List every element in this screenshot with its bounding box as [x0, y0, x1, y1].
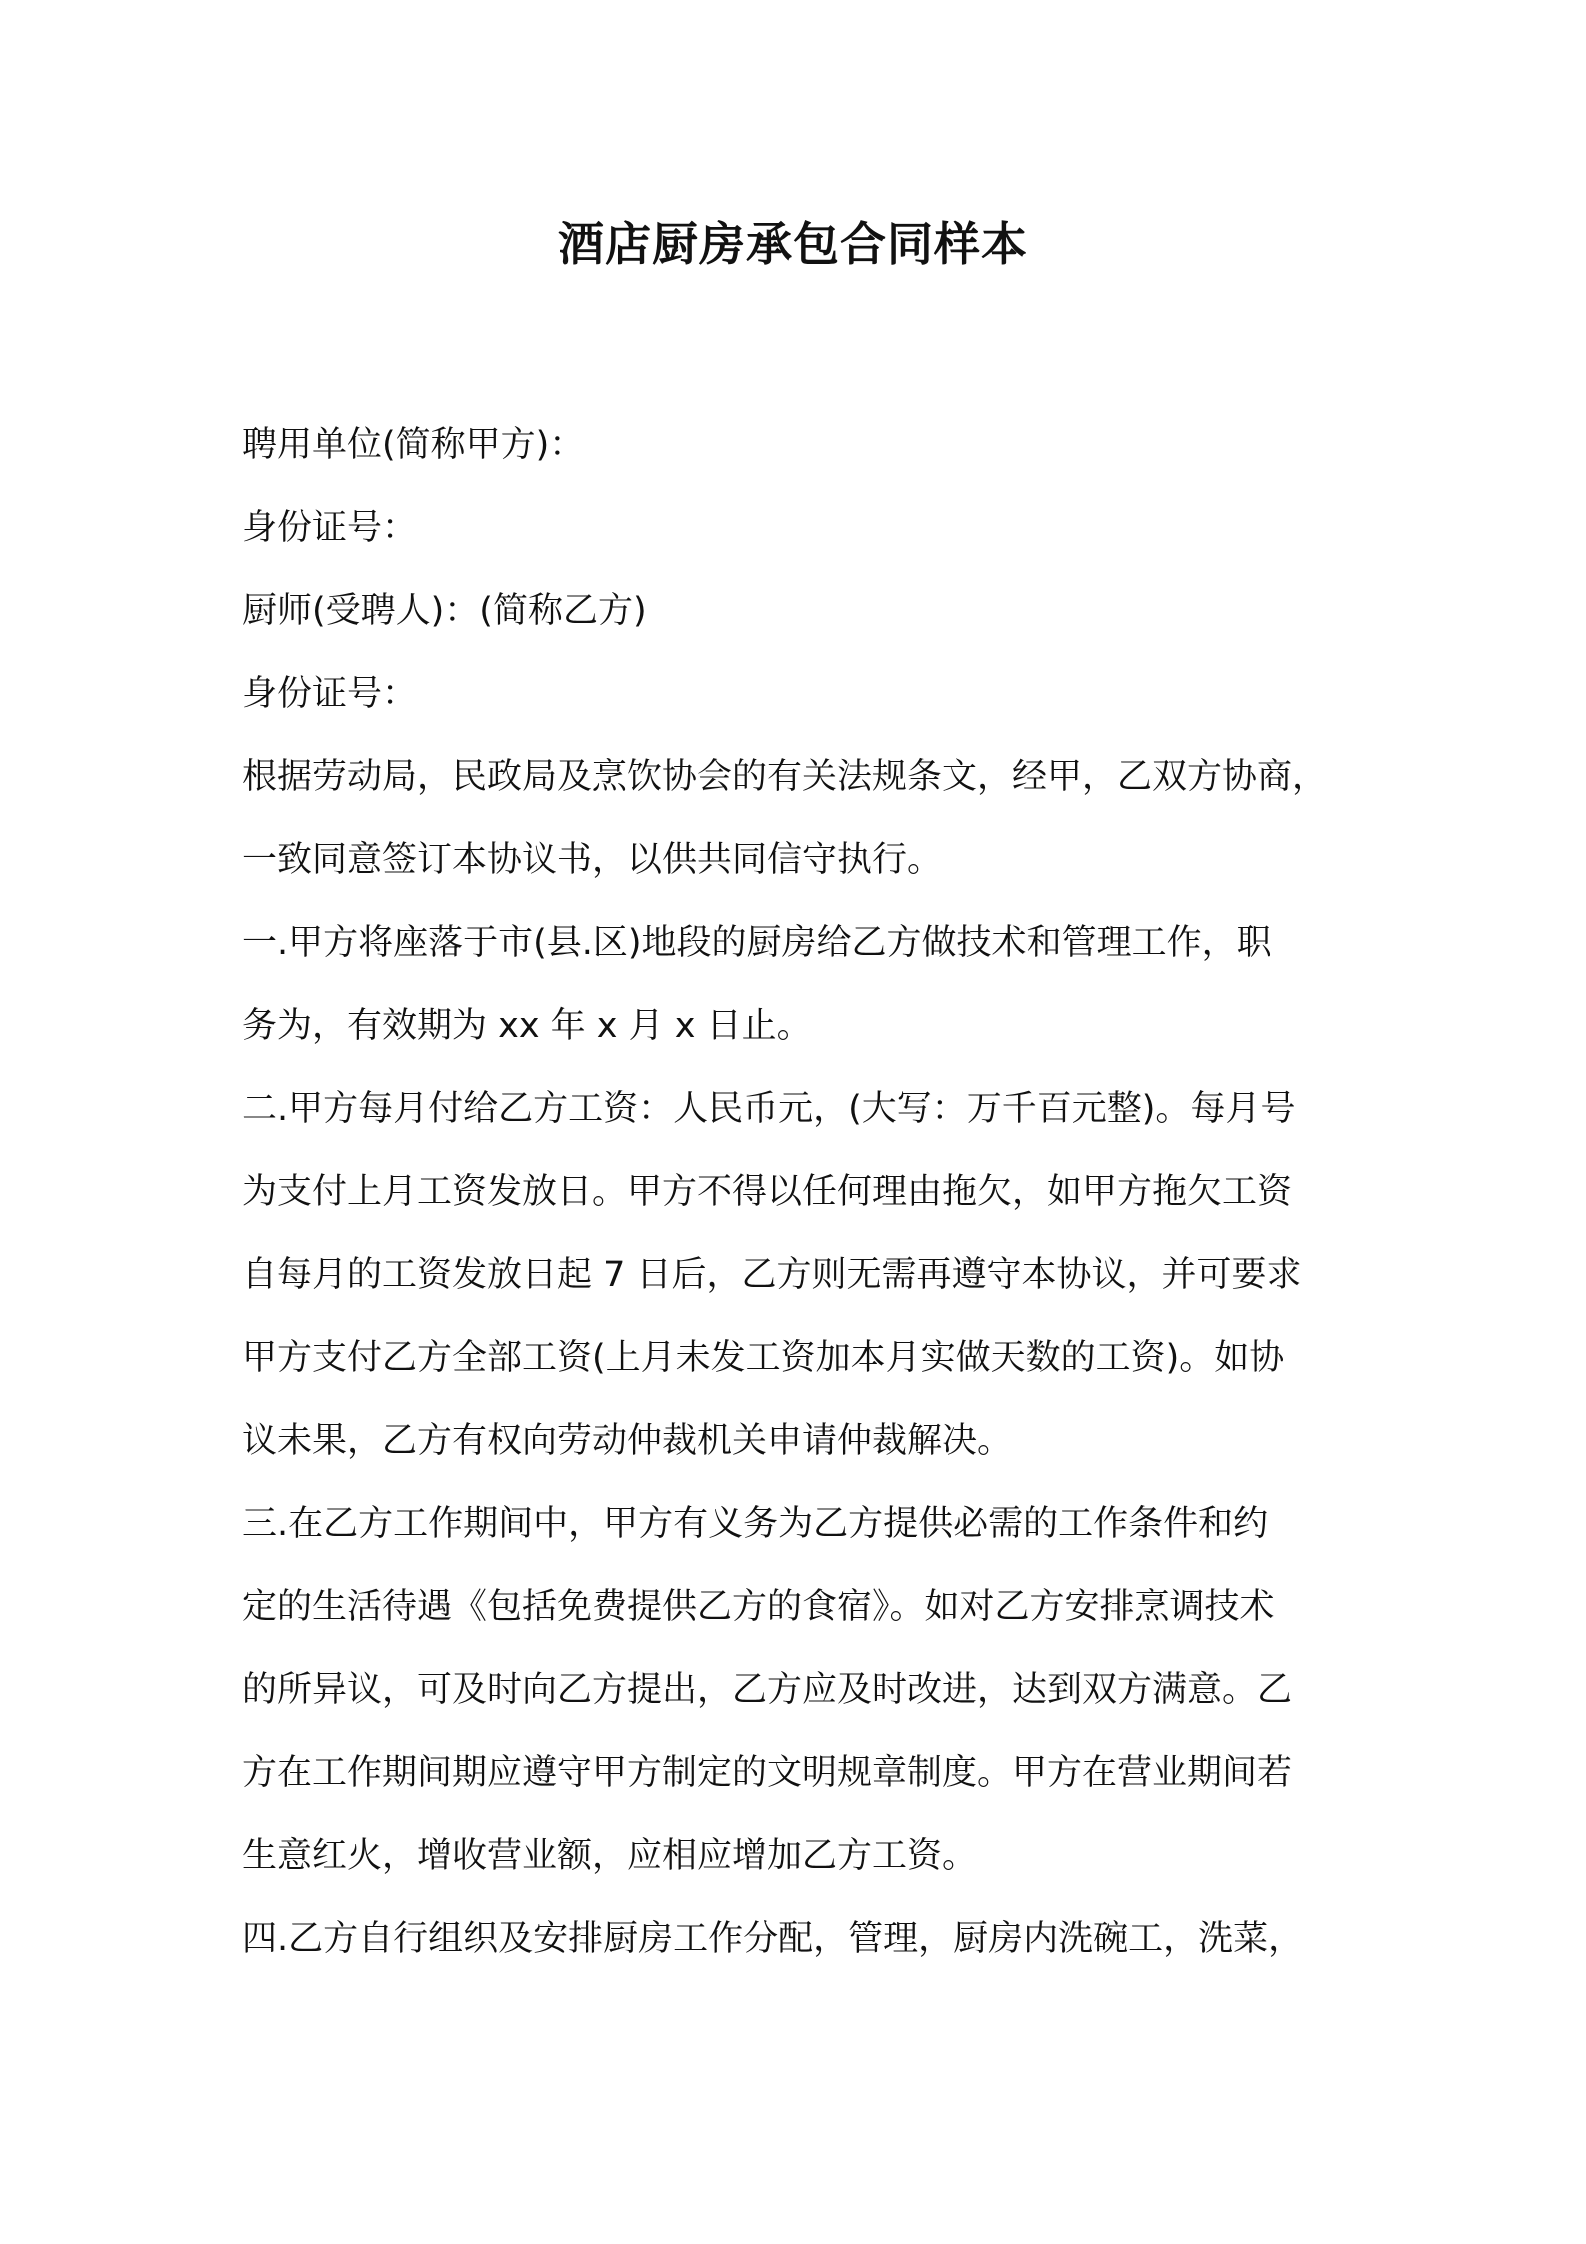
text-line: 的所异议，可及时向乙方提出，乙方应及时改进，达到双方满意。乙	[242, 1670, 1293, 1710]
text-line: 身份证号：	[242, 508, 418, 548]
text-line: 厨师(受聘人)：(简称乙方)	[242, 591, 647, 631]
text-line: 甲方支付乙方全部工资(上月未发工资加本月实做天数的工资)。如协	[242, 1338, 1285, 1378]
text-line: 自每月的工资发放日起 7 日后，乙方则无需再遵守本协议，并可要求	[242, 1255, 1302, 1295]
text-line: 三.在乙方工作期间中，甲方有义务为乙方提供必需的工作条件和约	[242, 1504, 1269, 1544]
text-line: 一.甲方将座落于市(县.区)地段的厨房给乙方做技术和管理工作，职	[242, 923, 1272, 963]
text-line: 身份证号：	[242, 674, 418, 714]
document-title: 酒店厨房承包合同样本	[558, 217, 1028, 271]
text-line: 二.甲方每月付给乙方工资：人民币元，(大写：万千百元整)。每月号	[242, 1089, 1296, 1129]
text-line: 根据劳动局，民政局及烹饮协会的有关法规条文，经甲，乙双方协商，	[242, 757, 1328, 797]
text-line: 一致同意签订本协议书，以供共同信守执行。	[242, 840, 943, 880]
document-body	[242, 404, 1360, 1981]
text-line: 聘用单位(简称甲方)：	[242, 425, 585, 465]
text-line: 议未果，乙方有权向劳动仲裁机关申请仲裁解决。	[242, 1421, 1013, 1461]
text-line: 务为，有效期为 xx 年 x 月 x 日止。	[242, 1006, 812, 1046]
text-line: 生意红火，增收营业额，应相应增加乙方工资。	[242, 1836, 978, 1876]
text-line: 方在工作期间期应遵守甲方制定的文明规章制度。甲方在营业期间若	[242, 1753, 1293, 1793]
text-line: 定的生活待遇《包括免费提供乙方的食宿》。如对乙方安排烹调技术	[242, 1587, 1275, 1627]
text-line: 四.乙方自行组织及安排厨房工作分配，管理，厨房内洗碗工，洗菜，	[242, 1919, 1304, 1959]
text-line: 为支付上月工资发放日。甲方不得以任何理由拖欠，如甲方拖欠工资	[242, 1172, 1293, 1212]
